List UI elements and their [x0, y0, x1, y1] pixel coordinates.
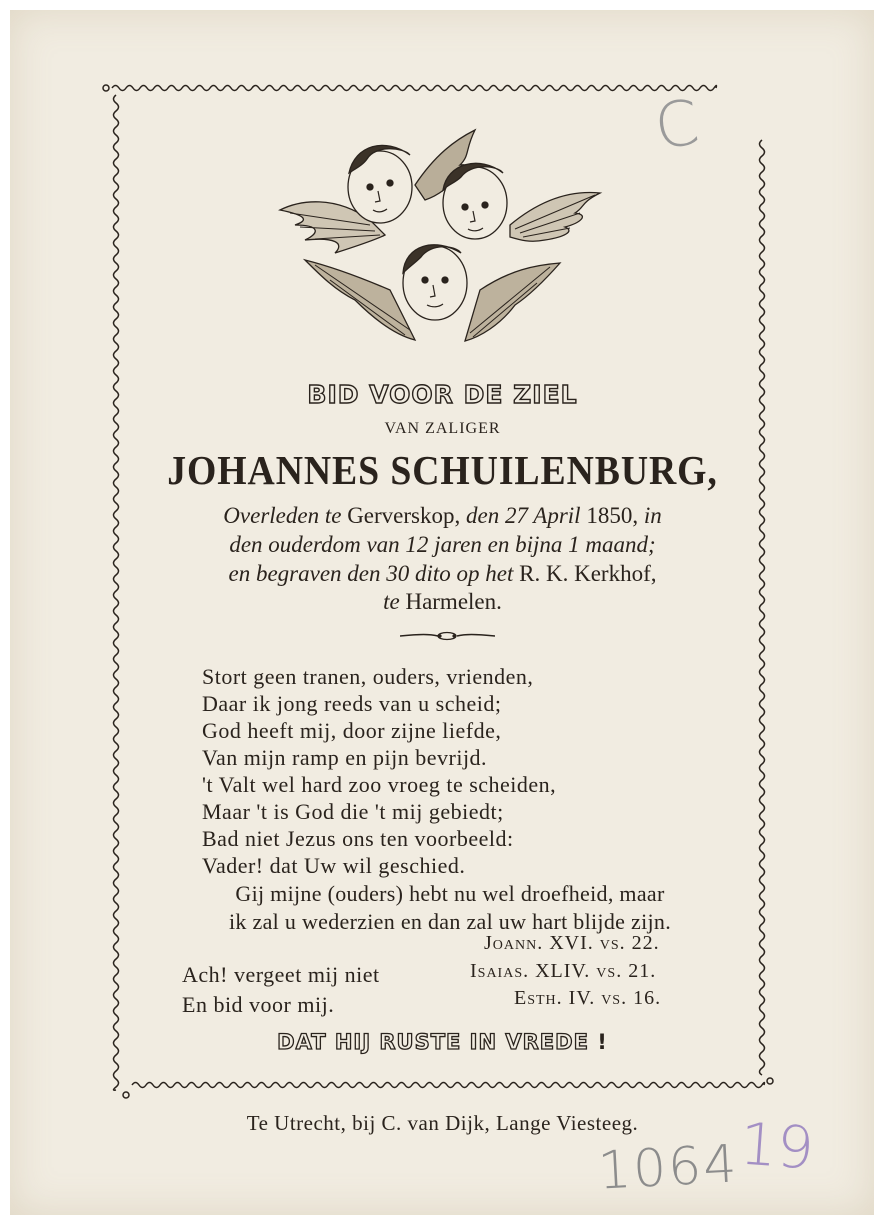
wing-lower-left [305, 260, 415, 340]
pencil-catalog-suffix: 19 [737, 1109, 817, 1183]
poem-line: Daar ik jong reeds van u scheid; [202, 691, 502, 716]
death-line-1 [0, 501, 885, 530]
poem-line: Vader! dat Uw wil geschied. [202, 853, 466, 878]
border-corner-bl [123, 1092, 129, 1098]
death-line-2 [0, 530, 885, 559]
wing-lower-right [465, 263, 560, 341]
plea-line-1: Ach! vergeet mij niet [182, 962, 380, 987]
wing-right [510, 192, 600, 241]
burial-fragment: en begraven den 30 dito op het [228, 561, 520, 586]
border-corner-br [767, 1078, 773, 1084]
pencil-catalog-number: 1064 [596, 1134, 740, 1202]
poem-line: 't Valt wel hard zoo vroeg te scheiden, [202, 772, 557, 797]
plea-line-2: En bid voor mij. [182, 992, 335, 1017]
pencil-mark-letter: C [650, 85, 704, 164]
prose-line: ik zal u wederzien en dan zal uw hart blijde zijn. [229, 909, 671, 934]
poem-line: God heeft mij, door zijne liefde, [202, 718, 502, 743]
death-line-3 [0, 559, 885, 588]
death-fragment: in [643, 503, 662, 528]
poem [202, 663, 556, 879]
prose-line: Gij mijne (ouders) hebt nu wel droefheid, maar [235, 881, 665, 906]
border-top [112, 86, 716, 91]
border-corner-tl [103, 85, 109, 91]
death-age: den ouderdom van 12 jaren en bijna 1 maand; [229, 532, 656, 557]
divider-ornament [400, 628, 495, 644]
scripture-ref-joann: Joann. XVI. vs. 22. [484, 932, 660, 954]
deceased-name: JOHANNES SCHUILENBURG, [167, 447, 718, 493]
death-fragment: den 27 April [465, 503, 587, 528]
poem-line: Maar 't is God die 't mij gebiedt; [202, 799, 504, 824]
prayer-heading: BID VOOR DE ZIEL [307, 380, 578, 409]
burial-fragment: te [383, 589, 406, 614]
death-line-4 [0, 587, 885, 616]
poem-line: Stort geen tranen, ouders, vrienden, [202, 664, 534, 689]
consolation-text [150, 880, 750, 936]
printer-imprint: Te Utrecht, bij C. van Dijk, Lange Viesteeg. [246, 1111, 639, 1135]
poem-line: Bad niet Jezus ons ten voorbeeld: [202, 826, 514, 851]
closing-line: DAT HIJ RUSTE IN VREDE ! [277, 1030, 608, 1054]
subheading: VAN ZALIGER [384, 420, 501, 437]
death-fragment: Overleden te [223, 503, 348, 528]
border-bottom [132, 1083, 764, 1088]
scripture-ref-isaias: Isaias. XLIV. vs. 21. [470, 960, 657, 982]
burial-town: Harmelen. [405, 589, 502, 614]
death-place: Gerverskop, [347, 503, 466, 528]
scripture-ref-esth: Esth. IV. vs. 16. [514, 987, 662, 1009]
cherub-heads-illustration [275, 125, 605, 370]
death-year: 1850, [586, 503, 644, 528]
burial-place: R. K. Kerkhof, [519, 561, 657, 586]
poem-line: Van mijn ramp en pijn bevrijd. [202, 745, 488, 770]
